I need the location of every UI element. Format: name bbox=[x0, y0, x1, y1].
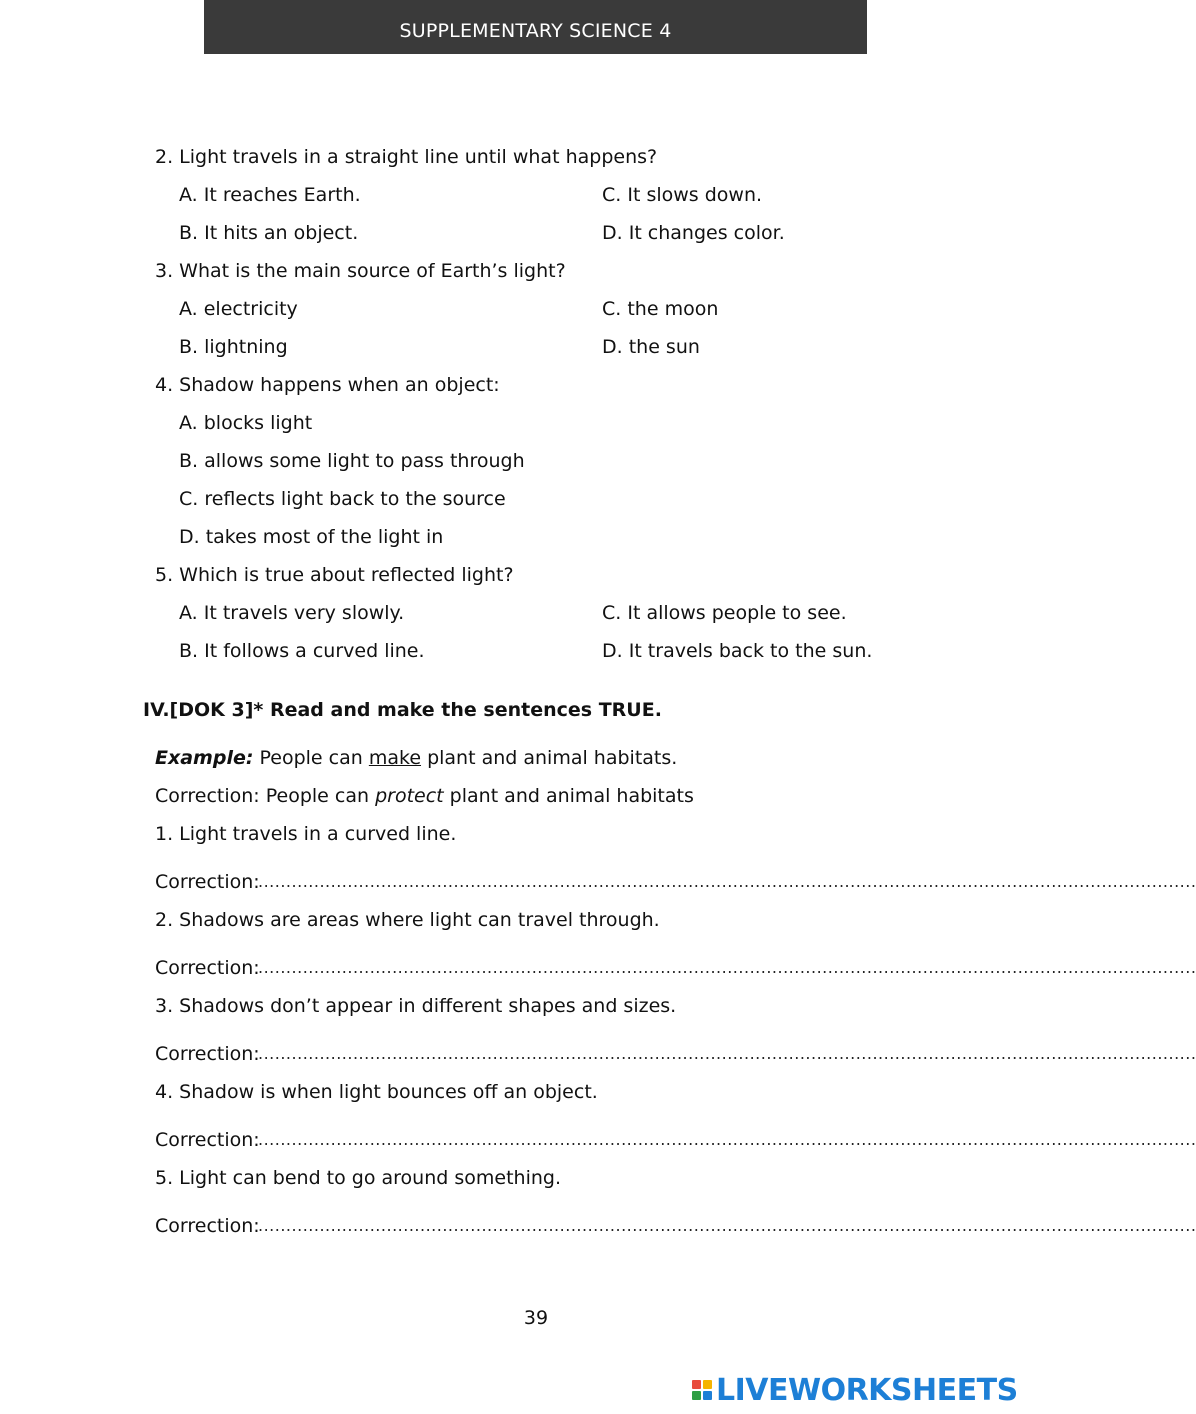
q5-option-a[interactable]: A. It travels very slowly. bbox=[179, 602, 405, 624]
statement-5: 5. Light can bend to go around something. bbox=[155, 1167, 562, 1189]
q4-option-b[interactable]: B. allows some light to pass through bbox=[179, 450, 525, 472]
example-correction bbox=[155, 784, 694, 808]
q3-option-b[interactable]: B. lightning bbox=[179, 336, 288, 358]
correction-input-5[interactable]: ........................................................................................................................................................................ bbox=[258, 1216, 1196, 1235]
header-bar bbox=[204, 0, 867, 54]
correction-input-3[interactable]: ........................................................................................................................................................................ bbox=[258, 1044, 1196, 1063]
q3-option-c[interactable]: C. the moon bbox=[602, 298, 719, 320]
example-sentence bbox=[155, 746, 677, 770]
page-number: 39 bbox=[523, 1307, 549, 1329]
example-correction-italic: protect bbox=[375, 785, 444, 807]
question-3: 3. What is the main source of Earth’s light? bbox=[155, 260, 566, 282]
q2-option-a[interactable]: A. It reaches Earth. bbox=[179, 184, 361, 206]
example-correction-after: plant and animal habitats bbox=[449, 785, 694, 807]
logo-square-2 bbox=[703, 1380, 712, 1389]
q5-option-b[interactable]: B. It follows a curved line. bbox=[179, 640, 425, 662]
correction-input-4[interactable]: ........................................................................................................................................................................ bbox=[258, 1130, 1196, 1149]
header-title: SUPPLEMENTARY SCIENCE 4 bbox=[399, 20, 672, 42]
q4-option-c[interactable]: C. reflects light back to the source bbox=[179, 488, 506, 510]
logo-square-3 bbox=[692, 1391, 701, 1400]
q2-option-c[interactable]: C. It slows down. bbox=[602, 184, 763, 206]
example-text-after: plant and animal habitats. bbox=[427, 747, 678, 769]
correction-label-4: Correction: bbox=[155, 1129, 260, 1151]
correction-input-1[interactable]: ........................................................................................................................................................................ bbox=[258, 872, 1196, 891]
logo-square-1 bbox=[692, 1380, 701, 1389]
example-correction-before: Correction: People can bbox=[155, 785, 370, 807]
statement-2: 2. Shadows are areas where light can travel through. bbox=[155, 909, 660, 931]
q2-option-d[interactable]: D. It changes color. bbox=[602, 222, 785, 244]
statement-3: 3. Shadows don’t appear in different shapes and sizes. bbox=[155, 995, 677, 1017]
example-underlined-word: make bbox=[368, 747, 422, 769]
correction-input-2[interactable]: ........................................................................................................................................................................ bbox=[258, 958, 1196, 977]
correction-label-3: Correction: bbox=[155, 1043, 260, 1065]
example-label: Example: bbox=[155, 747, 254, 769]
statement-1: 1. Light travels in a curved line. bbox=[155, 823, 457, 845]
logo-square-4 bbox=[703, 1391, 712, 1400]
q4-option-d[interactable]: D. takes most of the light in bbox=[179, 526, 444, 548]
q3-option-a[interactable]: A. electricity bbox=[179, 298, 298, 320]
question-4: 4. Shadow happens when an object: bbox=[155, 374, 500, 396]
correction-label-2: Correction: bbox=[155, 957, 260, 979]
q5-option-d[interactable]: D. It travels back to the sun. bbox=[602, 640, 873, 662]
section-4-heading: IV.[DOK 3]* Read and make the sentences TRUE. bbox=[143, 699, 662, 721]
q4-option-a[interactable]: A. blocks light bbox=[179, 412, 313, 434]
liveworksheets-logo[interactable] bbox=[692, 1372, 1018, 1408]
example-text-before: People can bbox=[259, 747, 363, 769]
correction-label-1: Correction: bbox=[155, 871, 260, 893]
logo-text: LIVEWORKSHEETS bbox=[716, 1372, 1018, 1408]
logo-mark-icon bbox=[692, 1380, 712, 1400]
q5-option-c[interactable]: C. It allows people to see. bbox=[602, 602, 847, 624]
question-2: 2. Light travels in a straight line until what happens? bbox=[155, 146, 658, 168]
question-5: 5. Which is true about reflected light? bbox=[155, 564, 514, 586]
q3-option-d[interactable]: D. the sun bbox=[602, 336, 700, 358]
q2-option-b[interactable]: B. It hits an object. bbox=[179, 222, 359, 244]
statement-4: 4. Shadow is when light bounces off an object. bbox=[155, 1081, 598, 1103]
correction-label-5: Correction: bbox=[155, 1215, 260, 1237]
